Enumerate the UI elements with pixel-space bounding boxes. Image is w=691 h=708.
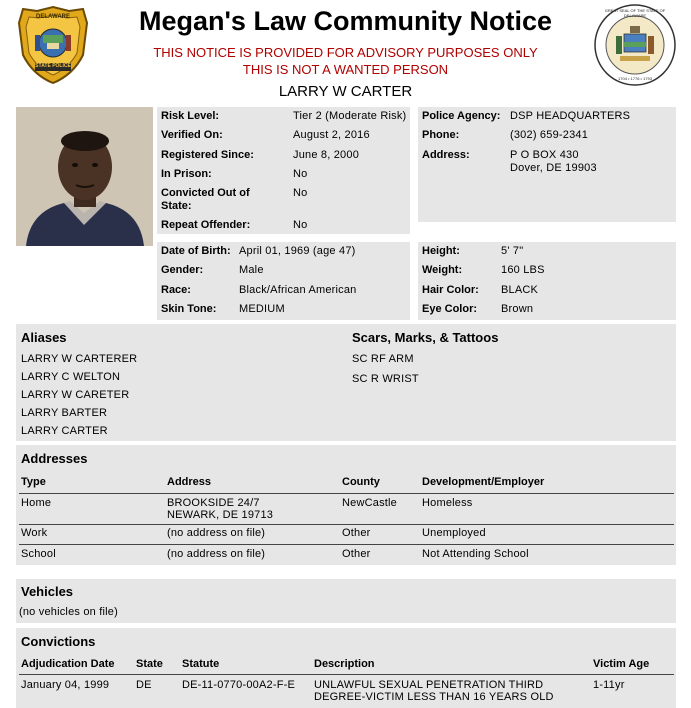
convicted-out-of-state-label: Convicted Out of State: (161, 187, 250, 212)
conviction-col-victim-age: Victim Age (593, 658, 650, 670)
person-photo-icon (16, 107, 153, 246)
agency-address-line1: P O BOX 430 (510, 149, 579, 161)
repeat-offender-label: Repeat Offender: (161, 219, 251, 231)
conviction-row-state: DE (136, 679, 152, 691)
conviction-row-statute: DE-11-0770-00A2-F-E (182, 679, 296, 691)
offender-photo (16, 107, 153, 246)
address-row-type: Work (21, 527, 48, 539)
address-row-county: Other (342, 548, 371, 560)
convictions-heading: Convictions (21, 634, 96, 649)
skin-tone-value: MEDIUM (239, 303, 285, 315)
dob-label: Date of Birth: (161, 245, 231, 257)
police-agency-label: Police Agency: (422, 110, 501, 122)
hair-color-value: BLACK (501, 284, 539, 296)
seal-years-text: 1704 • 1776 • 1793 (618, 76, 652, 81)
address-row-address: (no address on file) (167, 527, 266, 539)
verified-on-value: August 2, 2016 (293, 129, 370, 141)
address-row-employer: Unemployed (422, 527, 486, 539)
in-prison-label: In Prison: (161, 168, 212, 180)
scar-item: SC RF ARM (352, 353, 414, 365)
weight-label: Weight: (422, 264, 463, 276)
address-row-address: BROOKSIDE 24/7 (167, 497, 260, 509)
vehicles-heading: Vehicles (21, 584, 74, 599)
conviction-row-victim-age: 1-11yr (593, 679, 625, 691)
hair-color-label: Hair Color: (422, 284, 479, 296)
phone-label: Phone: (422, 129, 460, 141)
weight-value: 160 LBS (501, 264, 545, 276)
skin-tone-label: Skin Tone: (161, 303, 217, 315)
vehicles-empty-text: (no vehicles on file) (19, 606, 118, 618)
phone-value: (302) 659-2341 (510, 129, 589, 141)
conviction-row-description-2: DEGREE-VICTIM LESS THAN 16 YEARS OLD (314, 691, 554, 703)
badge-top-text: DELAWARE (35, 14, 70, 20)
address-row-type: Home (21, 497, 52, 509)
alias-item: LARRY W CARETER (21, 389, 130, 401)
height-value: 5' 7" (501, 245, 524, 257)
scar-item: SC R WRIST (352, 373, 419, 385)
address-col-county: County (342, 476, 380, 488)
conviction-col-description: Description (314, 658, 375, 670)
registered-since-label: Registered Since: (161, 149, 254, 161)
in-prison-value: No (293, 168, 308, 180)
address-row-type: School (21, 548, 56, 560)
convicted-out-of-state-value: No (293, 187, 308, 199)
race-value: Black/African American (239, 284, 357, 296)
alias-item: LARRY BARTER (21, 407, 108, 419)
address-row-county: NewCastle (342, 497, 397, 509)
address-col-type: Type (21, 476, 46, 488)
dob-value: April 01, 1969 (age 47) (239, 245, 356, 257)
agency-address-label: Address: (422, 149, 470, 161)
page-title: Megan's Law Community Notice (139, 6, 552, 36)
badge-bottom-text: STATE POLICE (35, 63, 71, 69)
address-row-address-2: NEWARK, DE 19713 (167, 509, 274, 521)
risk-level-label: Risk Level: (161, 110, 220, 122)
address-col-address: Address (167, 476, 212, 488)
conviction-col-state: State (136, 658, 163, 670)
risk-level-value: Tier 2 (Moderate Risk) (293, 110, 407, 122)
offender-name: LARRY W CARTER (278, 83, 413, 100)
repeat-offender-value: No (293, 219, 308, 231)
gender-value: Male (239, 264, 264, 276)
scars-heading: Scars, Marks, & Tattoos (352, 330, 499, 345)
address-row-rule (19, 544, 674, 545)
agency-address-line2: Dover, DE 19903 (510, 162, 597, 174)
not-wanted-notice: THIS IS NOT A WANTED PERSON (242, 62, 449, 77)
conviction-row-date: January 04, 1999 (21, 679, 110, 691)
seal-ring-text: GREAT SEAL OF THE STATE OF DELAWARE (604, 8, 666, 18)
address-row-county: Other (342, 527, 371, 539)
address-header-rule (19, 493, 674, 494)
height-label: Height: (422, 245, 460, 257)
address-row-rule (19, 524, 674, 525)
address-row-employer: Homeless (422, 497, 473, 509)
eye-color-label: Eye Color: (422, 303, 478, 315)
conviction-row-description: UNLAWFUL SEXUAL PENETRATION THIRD (314, 679, 544, 691)
alias-item: LARRY CARTER (21, 425, 108, 437)
conviction-col-date: Adjudication Date (21, 658, 115, 670)
alias-item: LARRY C WELTON (21, 371, 121, 383)
race-label: Race: (161, 284, 191, 296)
advisory-notice: THIS NOTICE IS PROVIDED FOR ADVISORY PURPOSES ONLY (153, 45, 538, 60)
conviction-col-statute: Statute (182, 658, 220, 670)
eye-color-value: Brown (501, 303, 534, 315)
police-agency-value: DSP HEADQUARTERS (510, 110, 631, 122)
address-row-address: (no address on file) (167, 548, 266, 560)
registered-since-value: June 8, 2000 (293, 149, 360, 161)
address-col-employer: Development/Employer (422, 476, 545, 488)
verified-on-label: Verified On: (161, 129, 223, 141)
addresses-heading: Addresses (21, 451, 88, 466)
conviction-header-rule (19, 674, 674, 675)
aliases-heading: Aliases (21, 330, 67, 345)
alias-item: LARRY W CARTERER (21, 353, 138, 365)
address-row-employer: Not Attending School (422, 548, 529, 560)
gender-label: Gender: (161, 264, 204, 276)
